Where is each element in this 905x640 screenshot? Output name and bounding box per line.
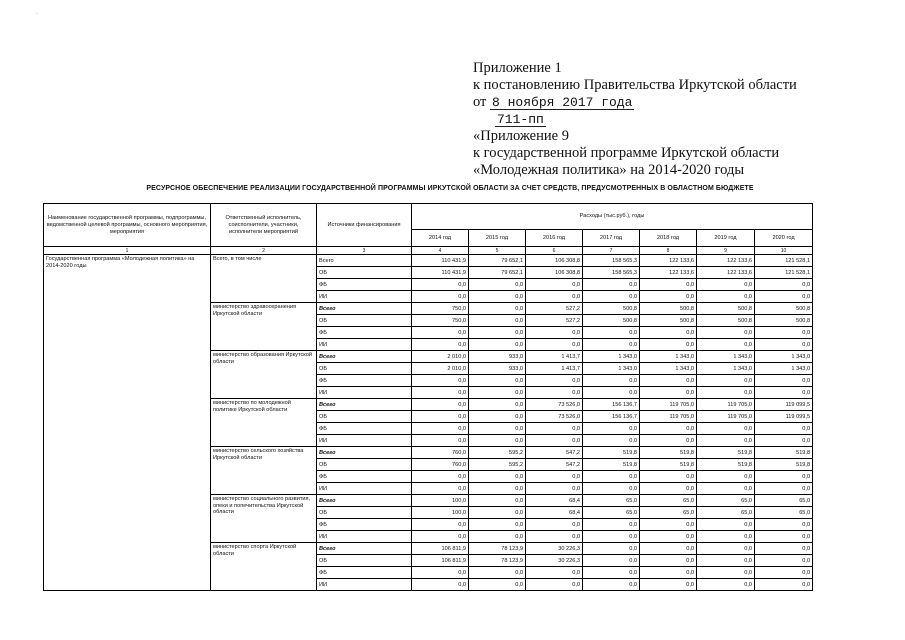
expense-value: 0,0 (412, 519, 469, 531)
column-index: 3 (317, 247, 412, 255)
appendix-line-4: «Приложение 9 (473, 128, 569, 144)
expense-value: 519,8 (697, 447, 755, 459)
expense-value: 0,0 (640, 423, 697, 435)
expense-value: 65,0 (640, 495, 697, 507)
expense-value: 0,0 (640, 519, 697, 531)
expense-value: 0,0 (583, 567, 640, 579)
expense-value: 0,0 (755, 375, 813, 387)
expense-value: 519,8 (755, 459, 813, 471)
expense-value: 0,0 (755, 435, 813, 447)
funding-source: ИИ (317, 387, 412, 399)
expense-value: 0,0 (583, 423, 640, 435)
expense-value: 0,0 (697, 375, 755, 387)
funding-source: ИИ (317, 483, 412, 495)
expense-value: 65,0 (583, 495, 640, 507)
executor-name: министерство по молодежной политике Иркутской области (211, 399, 317, 447)
expense-value: 30 226,3 (526, 555, 583, 567)
expense-value: 500,8 (640, 303, 697, 315)
expense-value: 0,0 (640, 579, 697, 591)
expense-value: 0,0 (469, 339, 526, 351)
expense-value: 0,0 (755, 387, 813, 399)
expense-value: 500,8 (697, 303, 755, 315)
header-expenses: Расходы (тыс.руб.), годы (412, 204, 813, 230)
funding-source: ИИ (317, 339, 412, 351)
column-index: 8 (640, 247, 697, 255)
expense-value: 0,0 (583, 483, 640, 495)
expense-value: 0,0 (697, 483, 755, 495)
expense-value: 65,0 (755, 507, 813, 519)
expense-value: 100,0 (412, 507, 469, 519)
expense-value: 0,0 (526, 471, 583, 483)
executor-name: министерство социального развития, опеки и попечительства Иркутской области (211, 495, 317, 543)
expense-value: 0,0 (412, 567, 469, 579)
expense-value: 0,0 (755, 423, 813, 435)
expense-value: 0,0 (640, 327, 697, 339)
funding-source: Всего (317, 255, 412, 267)
program-name: Государственная программа «Молодежная политика» на 2014-2020 годы (44, 255, 211, 591)
expense-value: 0,0 (526, 375, 583, 387)
expense-value: 0,0 (697, 387, 755, 399)
document-title: РЕСУРСНОЕ ОБЕСПЕЧЕНИЕ РЕАЛИЗАЦИИ ГОСУДАРСТВЕННОЙ ПРОГРАММЫ ИРКУТСКОЙ ОБЛАСТИ ЗА СЧЕТ СРЕДСТВ, ПРЕДУСМОТРЕННЫХ В ОБЛАСТНОМ БЮДЖЕТЕ (146, 185, 754, 192)
expense-value: 78 123,9 (469, 555, 526, 567)
expense-value: 0,0 (697, 435, 755, 447)
expense-value: 79 652,1 (469, 267, 526, 279)
expense-value: 119 705,0 (640, 411, 697, 423)
expense-value: 0,0 (526, 435, 583, 447)
funding-source: ОБ (317, 411, 412, 423)
expense-value: 1 413,7 (526, 351, 583, 363)
expense-value: 0,0 (583, 327, 640, 339)
expense-value: 1 343,0 (640, 351, 697, 363)
expense-value: 2 010,0 (412, 363, 469, 375)
expense-value: 106 308,8 (526, 255, 583, 267)
funding-source: ИИ (317, 435, 412, 447)
executor-name: министерство здравоохранения Иркутской области (211, 303, 317, 351)
appendix-header (473, 60, 893, 179)
resource-table (43, 203, 813, 591)
expense-value: 0,0 (412, 411, 469, 423)
expense-value: 0,0 (755, 291, 813, 303)
from-label: от (473, 94, 487, 110)
expense-value: 2 010,0 (412, 351, 469, 363)
funding-source: Всего (317, 543, 412, 555)
column-index: 2 (211, 247, 317, 255)
expense-value: 65,0 (697, 495, 755, 507)
expense-value: 0,0 (755, 555, 813, 567)
header-executor: Ответственный исполнитель, соисполнители, участники, исполнители мероприятий (211, 204, 317, 247)
expense-value: 519,8 (583, 459, 640, 471)
expense-value: 1 343,0 (697, 351, 755, 363)
funding-source: ИИ (317, 291, 412, 303)
expense-value: 0,0 (697, 579, 755, 591)
expense-value: 106 811,9 (412, 555, 469, 567)
column-index: 9 (697, 247, 755, 255)
expense-value: 1 343,0 (755, 351, 813, 363)
expense-value: 1 343,0 (583, 351, 640, 363)
expense-value: 158 565,3 (583, 255, 640, 267)
expense-value: 73 526,0 (526, 399, 583, 411)
expense-value: 760,0 (412, 459, 469, 471)
expense-value: 122 133,6 (697, 255, 755, 267)
expense-value: 0,0 (697, 543, 755, 555)
funding-source: Всего (317, 495, 412, 507)
expense-value: 0,0 (412, 471, 469, 483)
expense-value: 0,0 (640, 291, 697, 303)
expense-value: 0,0 (469, 435, 526, 447)
expense-value: 0,0 (469, 411, 526, 423)
decree-number: 711-пп (497, 112, 544, 127)
expense-value: 0,0 (469, 471, 526, 483)
funding-source: ОБ (317, 555, 412, 567)
expense-value: 110 431,9 (412, 255, 469, 267)
funding-source: ИИ (317, 579, 412, 591)
expense-value: 78 123,9 (469, 543, 526, 555)
expense-value: 68,4 (526, 495, 583, 507)
expense-value: 500,8 (583, 315, 640, 327)
executor-name: Всего, в том числе (211, 255, 317, 303)
funding-source: ФБ (317, 567, 412, 579)
expense-value: 547,2 (526, 447, 583, 459)
expense-value: 106 308,8 (526, 267, 583, 279)
decree-date: 8 ноября 2017 года (492, 95, 633, 110)
expense-value: 0,0 (469, 495, 526, 507)
expense-value: 0,0 (469, 303, 526, 315)
expense-value: 0,0 (755, 567, 813, 579)
expense-value: 0,0 (583, 519, 640, 531)
expense-value: 65,0 (640, 507, 697, 519)
expense-value: 0,0 (583, 579, 640, 591)
expense-value: 0,0 (640, 339, 697, 351)
executor-name: министерство спорта Иркутской области (211, 543, 317, 591)
expense-value: 500,8 (697, 315, 755, 327)
expense-value: 0,0 (640, 555, 697, 567)
expense-value: 0,0 (697, 339, 755, 351)
expense-value: 595,2 (469, 447, 526, 459)
appendix-date-line (473, 94, 893, 111)
funding-source: Всего (317, 447, 412, 459)
year-header: 2018 год (640, 230, 697, 247)
appendix-line-5: к государственной программе Иркутской области (473, 145, 780, 161)
expense-value: 0,0 (526, 567, 583, 579)
expense-value: 0,0 (469, 279, 526, 291)
expense-value: 0,0 (583, 279, 640, 291)
expense-value: 0,0 (469, 507, 526, 519)
expense-value: 0,0 (583, 435, 640, 447)
expense-value: 547,2 (526, 459, 583, 471)
expense-value: 0,0 (583, 555, 640, 567)
expense-value: 595,2 (469, 459, 526, 471)
column-index: 5 (469, 247, 526, 255)
expense-value: 0,0 (640, 387, 697, 399)
expense-value: 121 528,1 (755, 267, 813, 279)
expense-value: 1 343,0 (640, 363, 697, 375)
expense-value: 110 431,9 (412, 267, 469, 279)
expense-value: 0,0 (412, 387, 469, 399)
expense-value: 119 099,5 (755, 411, 813, 423)
expense-value: 119 099,5 (755, 399, 813, 411)
expense-value: 0,0 (526, 339, 583, 351)
funding-source: ОБ (317, 459, 412, 471)
header-program: Наименование государственной программы, подпрограммы, ведомственной целевой программы, основного мероприятия, мероприятия (44, 204, 211, 247)
expense-value: 0,0 (526, 519, 583, 531)
expense-value: 0,0 (640, 483, 697, 495)
executor-name: министерство сельского хозяйства Иркутской области (211, 447, 317, 495)
expense-value: 0,0 (469, 387, 526, 399)
expense-value: 65,0 (697, 507, 755, 519)
funding-source: Всего (317, 351, 412, 363)
expense-value: 0,0 (526, 291, 583, 303)
expense-value: 0,0 (583, 375, 640, 387)
expense-value: 0,0 (412, 399, 469, 411)
expense-value: 519,8 (583, 447, 640, 459)
expense-value: 0,0 (469, 423, 526, 435)
expense-value: 500,8 (583, 303, 640, 315)
expense-value: 0,0 (755, 519, 813, 531)
scan-mark: . (36, 10, 38, 16)
expense-value: 0,0 (526, 531, 583, 543)
expense-value: 73 526,0 (526, 411, 583, 423)
expense-value: 750,0 (412, 303, 469, 315)
expense-value: 122 133,6 (640, 267, 697, 279)
funding-source: ФБ (317, 279, 412, 291)
expense-value: 0,0 (640, 435, 697, 447)
year-header: 2014 год (412, 230, 469, 247)
expense-value: 0,0 (755, 483, 813, 495)
expense-value: 0,0 (412, 423, 469, 435)
expense-value: 0,0 (526, 387, 583, 399)
expense-value: 0,0 (755, 471, 813, 483)
expense-value: 0,0 (469, 327, 526, 339)
expense-value: 122 133,6 (697, 267, 755, 279)
expense-value: 0,0 (755, 579, 813, 591)
funding-source: ФБ (317, 471, 412, 483)
appendix-line-1: Приложение 1 (473, 60, 562, 76)
funding-source: ФБ (317, 327, 412, 339)
expense-value: 0,0 (583, 291, 640, 303)
expense-value: 519,8 (697, 459, 755, 471)
expense-value: 0,0 (412, 327, 469, 339)
expense-value: 0,0 (640, 279, 697, 291)
expense-value: 519,8 (640, 459, 697, 471)
expense-value: 0,0 (412, 279, 469, 291)
expense-value: 0,0 (755, 543, 813, 555)
expense-value: 106 811,9 (412, 543, 469, 555)
expense-value: 1 343,0 (755, 363, 813, 375)
expense-value: 0,0 (583, 387, 640, 399)
expense-value: 760,0 (412, 447, 469, 459)
expense-value: 519,8 (755, 447, 813, 459)
funding-source: ИИ (317, 531, 412, 543)
column-index: 10 (755, 247, 813, 255)
expense-value: 0,0 (412, 339, 469, 351)
expense-value: 0,0 (469, 531, 526, 543)
expense-value: 156 136,7 (583, 411, 640, 423)
expense-value: 119 705,0 (697, 411, 755, 423)
year-header: 2015 год (469, 230, 526, 247)
expense-value: 30 226,3 (526, 543, 583, 555)
expense-value: 122 133,6 (640, 255, 697, 267)
expense-value: 0,0 (640, 531, 697, 543)
expense-value: 500,8 (755, 315, 813, 327)
appendix-number-line (495, 111, 893, 128)
funding-source: ФБ (317, 519, 412, 531)
expense-value: 0,0 (697, 471, 755, 483)
expense-value: 0,0 (469, 375, 526, 387)
funding-source: ОБ (317, 267, 412, 279)
expense-value: 0,0 (697, 279, 755, 291)
expense-value: 0,0 (469, 315, 526, 327)
expense-value: 0,0 (583, 339, 640, 351)
column-index: 4 (412, 247, 469, 255)
year-header: 2017 год (583, 230, 640, 247)
expense-value: 933,0 (469, 351, 526, 363)
funding-source: ОБ (317, 363, 412, 375)
executor-name: министерство образования Иркутской области (211, 351, 317, 399)
expense-value: 750,0 (412, 315, 469, 327)
expense-value: 500,8 (755, 303, 813, 315)
expense-value: 100,0 (412, 495, 469, 507)
expense-value: 121 528,1 (755, 255, 813, 267)
expense-value: 527,2 (526, 303, 583, 315)
expense-value: 0,0 (697, 519, 755, 531)
expense-value: 0,0 (469, 579, 526, 591)
expense-value: 0,0 (755, 531, 813, 543)
expense-value: 1 343,0 (697, 363, 755, 375)
expense-value: 0,0 (583, 471, 640, 483)
expense-value: 0,0 (640, 471, 697, 483)
expense-value: 0,0 (412, 531, 469, 543)
expense-value: 0,0 (469, 291, 526, 303)
table-row (44, 255, 813, 267)
expense-value: 0,0 (640, 567, 697, 579)
funding-source: ФБ (317, 375, 412, 387)
expense-value: 68,4 (526, 507, 583, 519)
appendix-line-2: к постановлению Правительства Иркутской области (473, 77, 797, 93)
funding-source: ФБ (317, 423, 412, 435)
year-header: 2019 год (697, 230, 755, 247)
expense-value: 0,0 (640, 375, 697, 387)
expense-value: 519,8 (640, 447, 697, 459)
header-source: Источники финансирования (317, 204, 412, 247)
expense-value: 0,0 (412, 375, 469, 387)
expense-value: 0,0 (697, 555, 755, 567)
expense-value: 0,0 (697, 531, 755, 543)
expense-value: 0,0 (412, 435, 469, 447)
expense-value: 1 413,7 (526, 363, 583, 375)
expense-value: 0,0 (469, 519, 526, 531)
expense-value: 0,0 (412, 291, 469, 303)
expense-value: 0,0 (412, 483, 469, 495)
expense-value: 0,0 (755, 339, 813, 351)
expense-value: 0,0 (526, 423, 583, 435)
expense-value: 0,0 (469, 483, 526, 495)
appendix-line-6: «Молодежная политика» на 2014-2020 годы (473, 162, 745, 178)
expense-value: 0,0 (526, 327, 583, 339)
column-index: 1 (44, 247, 211, 255)
year-header: 2016 год (526, 230, 583, 247)
expense-value: 0,0 (526, 279, 583, 291)
expense-value: 65,0 (755, 495, 813, 507)
expense-value: 158 565,3 (583, 267, 640, 279)
expense-value: 0,0 (755, 279, 813, 291)
expense-value: 0,0 (412, 579, 469, 591)
expense-value: 0,0 (697, 423, 755, 435)
expense-value: 0,0 (583, 531, 640, 543)
expense-value: 119 705,0 (640, 399, 697, 411)
funding-source: ОБ (317, 507, 412, 519)
expense-value: 500,8 (640, 315, 697, 327)
column-index: 6 (526, 247, 583, 255)
expense-value: 933,0 (469, 363, 526, 375)
expense-value: 527,2 (526, 315, 583, 327)
expense-value: 0,0 (640, 543, 697, 555)
expense-value: 0,0 (469, 567, 526, 579)
expense-value: 65,0 (583, 507, 640, 519)
funding-source: Всего (317, 399, 412, 411)
column-index: 7 (583, 247, 640, 255)
year-header: 2020 год (755, 230, 813, 247)
expense-value: 1 343,0 (583, 363, 640, 375)
expense-value: 0,0 (583, 543, 640, 555)
expense-value: 156 136,7 (583, 399, 640, 411)
expense-value: 0,0 (526, 483, 583, 495)
funding-source: ОБ (317, 315, 412, 327)
expense-value: 0,0 (526, 579, 583, 591)
funding-source: Всего (317, 303, 412, 315)
expense-value: 79 652,1 (469, 255, 526, 267)
expense-value: 0,0 (755, 327, 813, 339)
expense-value: 119 705,0 (697, 399, 755, 411)
expense-value: 0,0 (697, 291, 755, 303)
expense-value: 0,0 (697, 327, 755, 339)
expense-value: 0,0 (469, 399, 526, 411)
expense-value: 0,0 (697, 567, 755, 579)
